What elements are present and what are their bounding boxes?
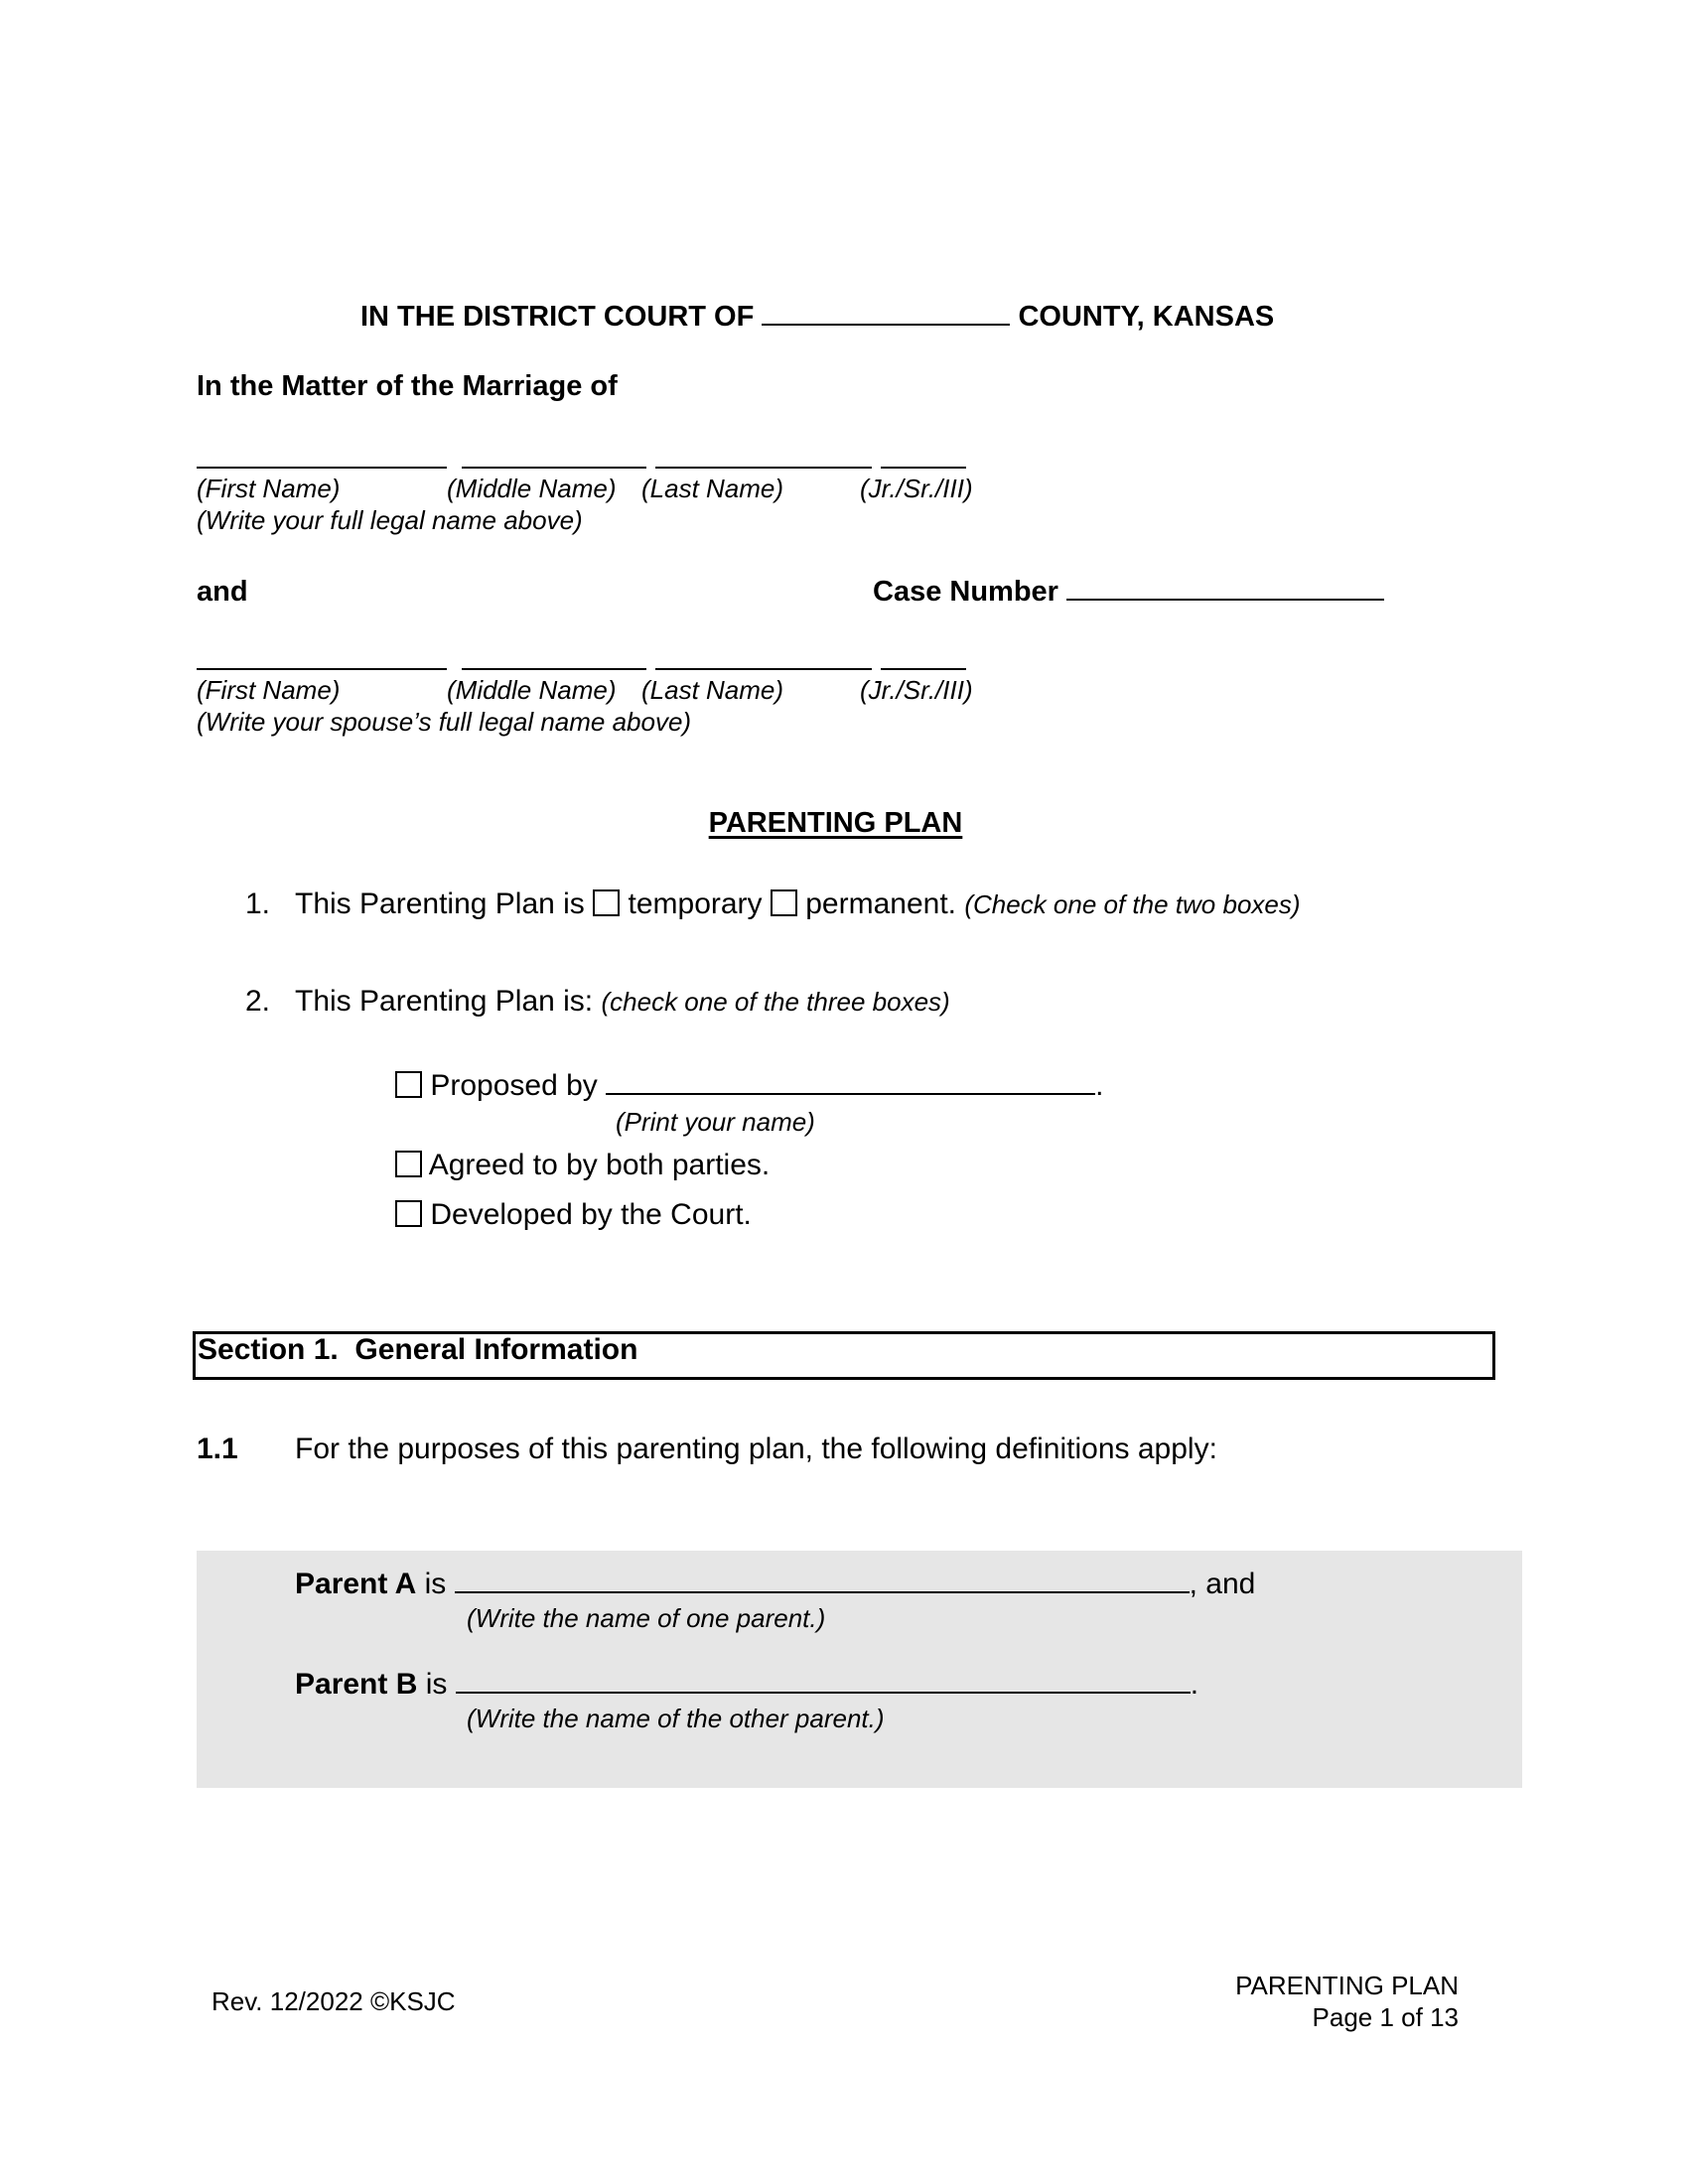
party2-last-name-label: (Last Name): [641, 675, 784, 705]
matter-label: In the Matter of the Marriage of: [197, 370, 618, 402]
case-number-field[interactable]: [1066, 598, 1384, 601]
permanent-checkbox[interactable]: [771, 889, 797, 916]
para-1-1-text: For the purposes of this parenting plan, the following definitions apply:: [295, 1433, 1217, 1465]
proposed-by-name-field[interactable]: [606, 1092, 1095, 1095]
agreed-checkbox[interactable]: [395, 1151, 422, 1177]
party1-first-name-label: (First Name): [197, 474, 341, 503]
parent-a-line: [295, 1570, 1255, 1599]
item1-number: 1.: [245, 887, 271, 920]
item1-text: This Parenting Plan is: [295, 887, 585, 920]
developed-label: Developed by the Court.: [430, 1198, 752, 1231]
parent-b-label: Parent B: [295, 1668, 418, 1701]
item2-line: [295, 987, 950, 1017]
parent-b-suffix: .: [1190, 1668, 1199, 1701]
court-header-prefix: IN THE DISTRICT COURT OF: [360, 301, 755, 333]
temporary-label: temporary: [628, 887, 763, 920]
case-number: [873, 578, 1384, 607]
item2-text: This Parenting Plan is:: [295, 985, 594, 1018]
party2-suffix-label: (Jr./Sr./III): [860, 675, 973, 705]
parent-b-line: [295, 1670, 1198, 1700]
party1-last-name-field[interactable]: [655, 467, 872, 469]
item2-number: 2.: [245, 985, 271, 1018]
parent-a-is: is: [424, 1568, 447, 1600]
footer-doc-title: PARENTING PLAN: [1235, 1971, 1459, 2000]
party1-suffix-label: (Jr./Sr./III): [860, 474, 973, 503]
para-1-1-number: 1.1: [197, 1433, 238, 1465]
item2-instruction: (check one of the three boxes): [601, 987, 950, 1017]
agreed-option: [395, 1151, 770, 1180]
parent-a-label: Parent A: [295, 1568, 417, 1600]
party1-middle-name-label: (Middle Name): [447, 474, 617, 503]
party2-first-name-label: (First Name): [197, 675, 341, 705]
parent-a-note: (Write the name of one parent.): [467, 1603, 826, 1633]
document-title: PARENTING PLAN: [708, 807, 963, 839]
parent-a-name-field[interactable]: [455, 1590, 1190, 1593]
party1-note: (Write your full legal name above): [197, 505, 583, 535]
section1-heading: Section 1. General Information: [198, 1333, 638, 1366]
proposed-by-suffix: .: [1095, 1069, 1104, 1102]
developed-checkbox[interactable]: [395, 1200, 422, 1227]
party2-suffix-field[interactable]: [881, 668, 966, 670]
parent-b-is: is: [425, 1668, 448, 1701]
temporary-checkbox[interactable]: [593, 889, 620, 916]
proposed-by-label: Proposed by: [430, 1069, 598, 1102]
and-label: and: [197, 576, 248, 608]
footer-page-number: Page 1 of 13: [1312, 2002, 1459, 2032]
party1-suffix-field[interactable]: [881, 467, 966, 469]
parent-a-suffix: , and: [1189, 1568, 1256, 1600]
court-header-suffix: COUNTY, KANSAS: [1018, 301, 1275, 333]
party1-middle-name-field[interactable]: [462, 467, 646, 469]
county-field[interactable]: [762, 323, 1010, 326]
footer-revision: Rev. 12/2022 ©KSJC: [211, 1986, 456, 2016]
agreed-label: Agreed to by both parties.: [428, 1149, 771, 1181]
proposed-by-note: (Print your name): [616, 1107, 815, 1137]
party2-last-name-field[interactable]: [655, 668, 872, 670]
parent-b-name-field[interactable]: [456, 1691, 1191, 1694]
party1-first-name-field[interactable]: [197, 467, 447, 469]
party1-last-name-label: (Last Name): [641, 474, 784, 503]
party2-middle-name-field[interactable]: [462, 668, 646, 670]
proposed-by-checkbox[interactable]: [395, 1071, 422, 1098]
case-number-label: Case Number: [873, 576, 1058, 608]
developed-option: [395, 1200, 752, 1230]
parent-b-note: (Write the name of the other parent.): [467, 1704, 885, 1733]
party2-first-name-field[interactable]: [197, 668, 447, 670]
party2-note: (Write your spouse’s full legal name above): [197, 707, 692, 737]
proposed-by-option: [395, 1071, 1103, 1101]
party2-middle-name-label: (Middle Name): [447, 675, 617, 705]
item1-line: [295, 889, 1301, 919]
permanent-label: permanent.: [805, 887, 956, 920]
court-header: [360, 303, 1274, 332]
item1-instruction: (Check one of the two boxes): [964, 889, 1301, 919]
